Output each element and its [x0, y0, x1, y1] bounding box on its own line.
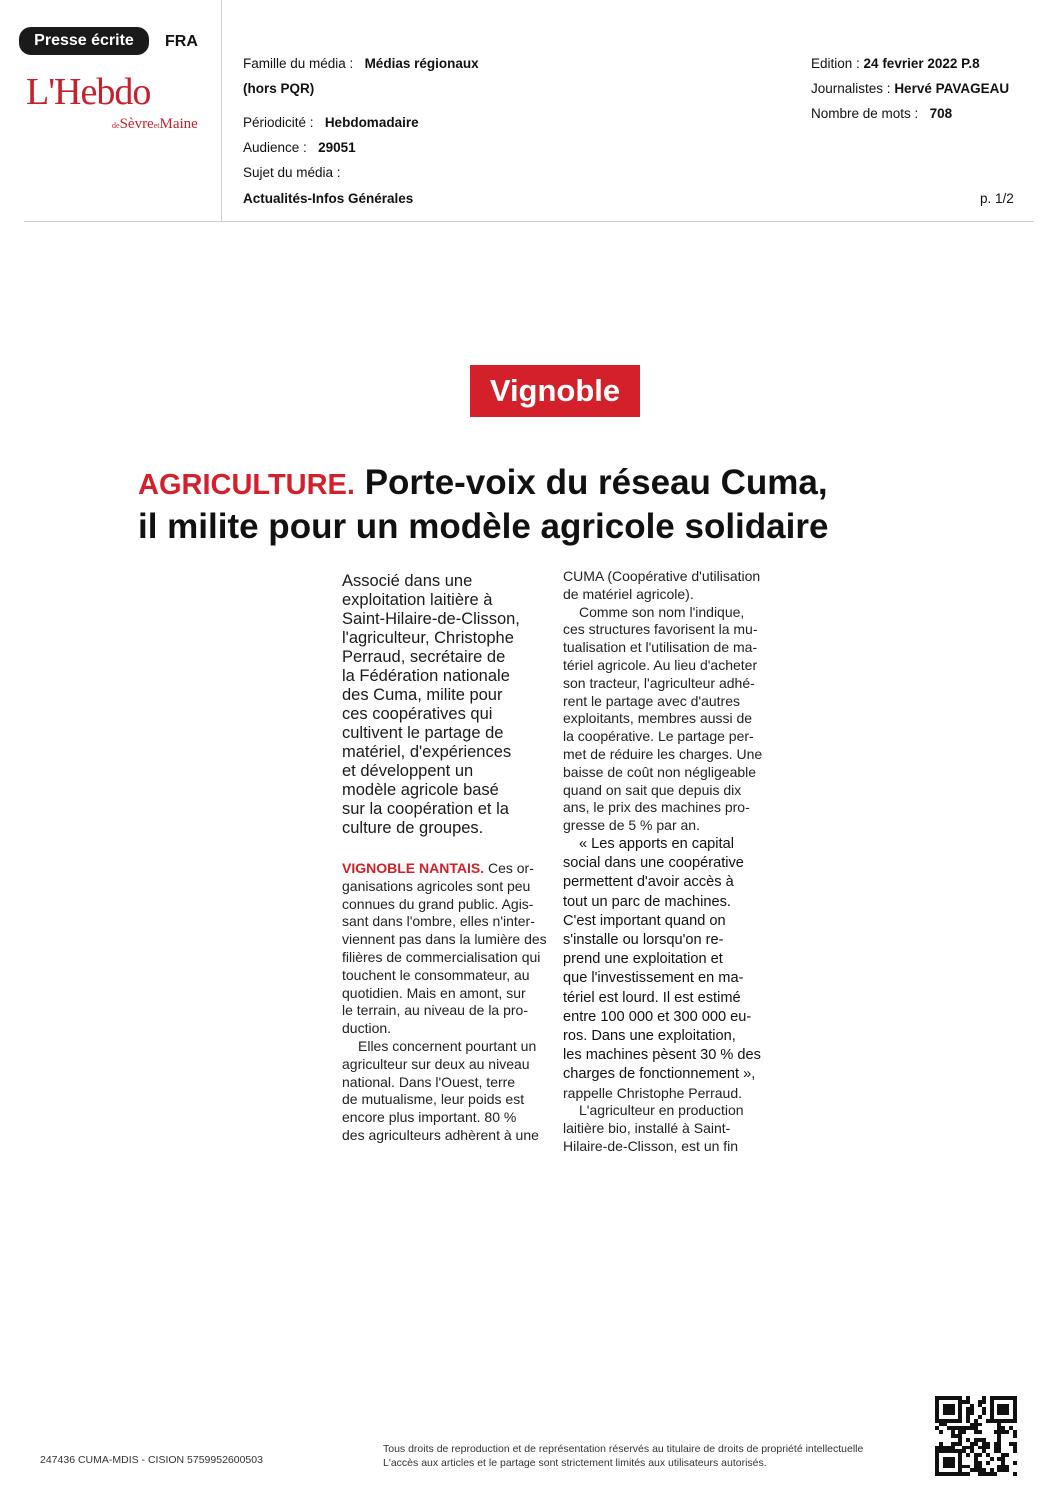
column-1-paragraph-2 [342, 1038, 547, 1145]
headline-line-2: il milite pour un modèle agricole solidaire [138, 507, 829, 546]
text-line: tualisation et l'utilisation de ma- [563, 639, 758, 656]
periodicite-label: Périodicité : [243, 115, 314, 130]
text-line: des Cuma, milite pour [342, 686, 503, 704]
text-line: s'installe ou lorsqu'on re- [563, 931, 724, 948]
text-line: l'agriculteur, Christophe [342, 629, 514, 647]
text-line: ganisations agricoles sont peu [342, 877, 531, 894]
text-line: social dans une coopérative [563, 855, 744, 872]
text-line: « Les apports en capital [579, 835, 734, 852]
text-line: national. Dans l'Ouest, terre [342, 1073, 516, 1090]
text-line: Perraud, secrétaire de [342, 648, 506, 666]
text-line: ans, le prix des machines pro- [563, 799, 750, 816]
text-line: baisse de coût non négligeable [563, 763, 757, 780]
text-line: ros. Dans une exploitation, [563, 1027, 736, 1044]
text-line: Associé dans une [342, 572, 473, 590]
audience-row [243, 140, 356, 155]
text-line: Comme son nom l'indique, [579, 603, 745, 620]
edition-value: 24 fevrier 2022 P.8 [863, 56, 980, 71]
column-1-first-line: VIGNOBLE NANTAIS. Ces or- [342, 860, 534, 876]
famille-value: Médias régionaux [364, 56, 479, 71]
famille-row [243, 56, 479, 71]
footer-rights: Tous droits de reproduction et de représentation réservés au titulaire de droits de propriété intellectuelle L'accès aux articles et le partage sont strictement limités aux utilisateurs autorisés. [383, 1443, 864, 1469]
text-line: C'est important quand on [563, 912, 726, 929]
journalistes-value: Hervé PAVAGEAU [894, 81, 1010, 96]
media-logo-subtitle: deSèvreetMaine [112, 116, 198, 132]
article-column-2 [563, 568, 762, 1156]
mots-value: 708 [929, 106, 953, 121]
qr-code [935, 1396, 1017, 1476]
text-line: le terrain, au niveau de la pro- [342, 1002, 528, 1019]
article-lead [342, 572, 520, 838]
audience-value: 29051 [318, 140, 356, 155]
edition-row [811, 56, 980, 71]
column-1-paragraph-1 [342, 878, 547, 1038]
footer-reference: 247436 CUMA-MDIS - CISION 5759952600503 [40, 1454, 263, 1466]
text-line: cultivent le partage de [342, 724, 504, 742]
edition-label: Edition : [811, 56, 860, 71]
text-line: charges de fonctionnement », [563, 1066, 756, 1083]
section-kicker: VIGNOBLE NANTAIS. [342, 860, 485, 876]
text-line: ces coopératives qui [342, 705, 493, 723]
periodicite-value: Hebdomadaire [324, 115, 419, 130]
text-line: quand on sait que depuis dix [563, 781, 742, 798]
text-line: la Fédération nationale [342, 667, 510, 685]
column-2-paragraph-4 [563, 1102, 762, 1155]
text-line: les machines pèsent 30 % des [563, 1047, 761, 1064]
famille-row-2 [243, 81, 314, 96]
text-line: touchent le consommateur, au [342, 966, 530, 983]
text-line: Hilaire-de-Clisson, est un fin [563, 1137, 739, 1154]
text-line: prend une exploitation et [563, 951, 723, 968]
text-line: entre 100 000 et 300 000 eu- [563, 1008, 752, 1025]
language-code: FRA [165, 33, 198, 50]
text-line: rent le partage avec d'autres [563, 692, 741, 709]
text-line: Saint-Hilaire-de-Clisson, [342, 610, 520, 628]
text-line: culture de groupes. [342, 819, 484, 837]
text-line: quotidien. Mais en amont, sur [342, 984, 526, 1001]
media-logo: L'Hebdo [26, 71, 151, 113]
text-line: exploitants, membres aussi de [563, 710, 753, 727]
audience-label: Audience : [243, 140, 307, 155]
text-line: de mutualisme, leur poids est [342, 1091, 525, 1108]
column-2-quote [563, 835, 762, 1085]
text-line: CUMA (Coopérative d'utilisation [563, 568, 761, 584]
text-line: met de réduire les charges. Une [563, 745, 763, 762]
text-line: permettent d'avoir accès à [563, 874, 734, 891]
rubric-label: Vignoble [470, 365, 640, 417]
text-line: sant dans l'ombre, elles n'inter- [342, 913, 535, 930]
text-line: tériel agricole. Au lieu d'acheter [563, 656, 758, 673]
text-line: agriculteur sur deux au niveau [342, 1055, 530, 1072]
text-line: viennent pas dans la lumière des [342, 931, 547, 948]
journalistes-row [811, 81, 1009, 96]
periodicite-row [243, 115, 419, 130]
text-line: rappelle Christophe Perraud. [563, 1084, 742, 1101]
sujet-value-row [243, 191, 413, 206]
journalistes-label: Journalistes : [811, 81, 891, 96]
column-2-attribution [563, 1085, 762, 1103]
header-vertical-divider [221, 0, 222, 222]
text-line: gresse de 5 % par an. [563, 817, 700, 834]
text-line: de matériel agricole). [563, 585, 694, 602]
page-indicator: p. 1/2 [980, 191, 1014, 206]
text-line: encore plus important. 80 % [342, 1109, 517, 1126]
headline-line-1: AGRICULTURE. Porte-voix du réseau Cuma, [138, 463, 828, 502]
text-line: modèle agricole basé [342, 781, 499, 799]
qr-module [1013, 1472, 1017, 1476]
text-line: sur la coopération et la [342, 800, 509, 818]
text-line: Elles concernent pourtant un [358, 1037, 537, 1054]
text-line: ces structures favorisent la mu- [563, 621, 758, 638]
sujet-row [243, 165, 341, 180]
text-line: la coopérative. Le partage per- [563, 728, 754, 745]
headline-kicker: AGRICULTURE. [138, 469, 355, 501]
article-column-1 [342, 860, 547, 1145]
famille-label: Famille du média : [243, 56, 354, 71]
sujet-label: Sujet du média : [243, 165, 341, 180]
text-line: laitière bio, installé à Saint- [563, 1120, 731, 1137]
mots-row [811, 106, 952, 121]
text-line: matériel, d'expériences [342, 743, 512, 761]
famille-value-2: (hors PQR) [243, 81, 315, 96]
text-line: L'agriculteur en production [579, 1102, 744, 1119]
header-horizontal-divider [24, 221, 1034, 222]
presse-ecrite-badge: Presse écrite [19, 27, 149, 55]
text-line: son tracteur, l'agriculteur adhé- [563, 674, 755, 691]
column-2-paragraph-2 [563, 604, 762, 835]
text-line: duction. [342, 1020, 392, 1037]
mots-label: Nombre de mots : [811, 106, 919, 121]
article-headline [138, 462, 1018, 548]
text-line: filières de commercialisation qui [342, 948, 541, 965]
text-line: tériel est lourd. Il est estimé [563, 989, 741, 1006]
sujet-value: Actualités-Infos Générales [243, 191, 414, 206]
text-line: tout un parc de machines. [563, 893, 731, 910]
text-line: que l'investissement en ma- [563, 970, 744, 987]
text-line: et développent un [342, 762, 474, 780]
text-line: connues du grand public. Agis- [342, 895, 534, 912]
text-line: des agriculteurs adhèrent à une [342, 1126, 539, 1143]
column-2-paragraph-1 [563, 568, 762, 604]
text-line: exploitation laitière à [342, 591, 493, 609]
